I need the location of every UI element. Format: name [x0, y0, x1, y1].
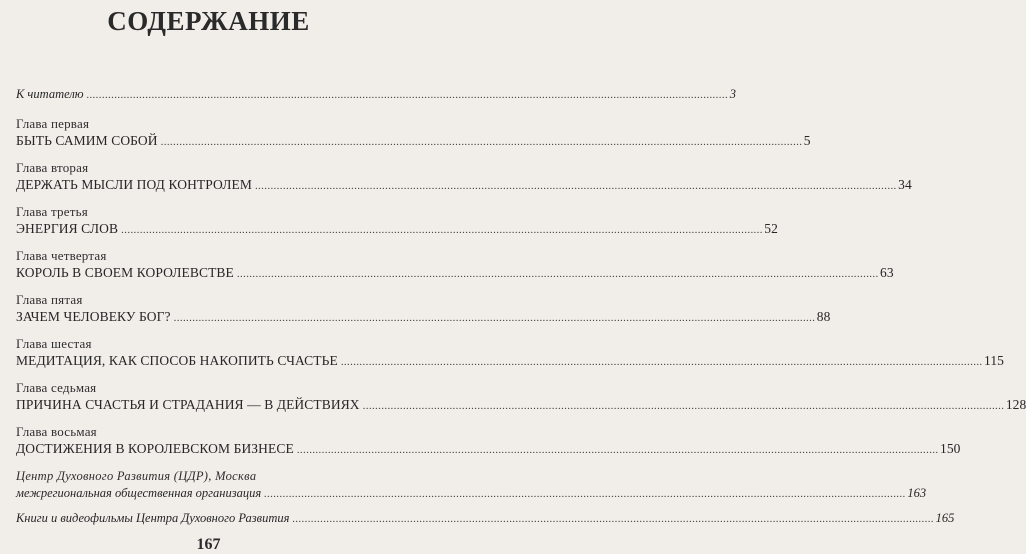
toc-entry-chapter-2 [16, 159, 912, 195]
toc-line [16, 220, 778, 239]
toc-page-number: 34 [898, 177, 912, 192]
chapter-number: Глава третья [16, 204, 88, 219]
toc-entry-title: межрегиональная общественная организация [16, 486, 262, 500]
leader-dots [363, 396, 1003, 415]
toc-line [16, 86, 737, 104]
toc-page-number: 88 [816, 309, 831, 324]
toc-page-number: 115 [983, 353, 1005, 368]
toc-entry-title: ДОСТИЖЕНИЯ В КОРОЛЕВСКОМ БИЗНЕСЕ [16, 441, 294, 456]
toc-page-number: 165 [935, 511, 955, 525]
toc-page-number: 52 [764, 221, 778, 236]
leader-dots [174, 308, 814, 327]
toc-line [16, 396, 1026, 415]
toc-page-number: 63 [880, 265, 894, 280]
toc-entry-organization [16, 468, 927, 503]
toc-entry-title: КОРОЛЬ В СВОЕМ КОРОЛЕВСТВЕ [16, 265, 234, 280]
page-title: СОДЕРЖАНИЕ [107, 6, 310, 36]
toc-entry-chapter-8 [16, 423, 961, 459]
page-number-footer: 167 [196, 536, 221, 553]
toc-entry-title: К читателю [16, 87, 84, 101]
chapter-number: Глава первая [16, 116, 90, 131]
toc-line [16, 264, 894, 283]
leader-dots [292, 510, 932, 528]
toc-entry-title: ДЕРЖАТЬ МЫСЛИ ПОД КОНТРОЛЕМ [16, 177, 252, 192]
toc-entry-books [16, 510, 955, 528]
leader-dots [341, 352, 981, 371]
toc-entry-chapter-5 [16, 291, 831, 327]
toc-entry-title: ЗАЧЕМ ЧЕЛОВЕКУ БОГ? [16, 309, 171, 324]
organization-name: Центр Духовного Развития (ЦДР), Москва [16, 469, 257, 483]
toc-page-number: 128 [1005, 397, 1026, 412]
toc-page-number: 3 [729, 87, 737, 101]
toc-line [16, 132, 811, 151]
toc-entry-chapter-6 [16, 335, 1005, 371]
leader-dots [255, 176, 895, 195]
leader-dots [161, 132, 801, 151]
toc-page-number: 5 [803, 133, 811, 148]
toc-page-number: 150 [939, 441, 961, 456]
toc-entry-preface [16, 86, 737, 104]
toc-entry-chapter-7 [16, 379, 1026, 415]
toc-entry-title: Книги и видеофильмы Центра Духовного Развития [16, 511, 290, 525]
chapter-number: Глава четвертая [16, 248, 107, 263]
toc-page-number: 163 [907, 486, 927, 500]
toc-line [16, 510, 955, 528]
chapter-number: Глава вторая [16, 160, 89, 175]
toc-entry-chapter-1 [16, 115, 811, 151]
chapter-number: Глава седьмая [16, 380, 97, 395]
chapter-number: Глава шестая [16, 336, 92, 351]
leader-dots [87, 86, 727, 104]
toc-line [16, 308, 831, 327]
leader-dots [121, 220, 761, 239]
toc-line [16, 352, 1005, 371]
toc-entry-title: ПРИЧИНА СЧАСТЬЯ И СТРАДАНИЯ — В ДЕЙСТВИЯХ [16, 397, 360, 412]
toc-line [16, 485, 927, 503]
leader-dots [237, 264, 877, 283]
leader-dots [297, 440, 937, 459]
toc-entry-chapter-4 [16, 247, 894, 283]
chapter-number: Глава восьмая [16, 424, 97, 439]
chapter-number: Глава пятая [16, 292, 83, 307]
table-of-contents [16, 86, 1026, 528]
toc-line [16, 440, 961, 459]
toc-entry-title: ЭНЕРГИЯ СЛОВ [16, 221, 119, 236]
toc-entry-chapter-3 [16, 203, 778, 239]
toc-entry-title: МЕДИТАЦИЯ, КАК СПОСОБ НАКОПИТЬ СЧАСТЬЕ [16, 353, 338, 368]
toc-entry-title: БЫТЬ САМИМ СОБОЙ [16, 133, 158, 148]
leader-dots [264, 485, 904, 503]
toc-line [16, 176, 912, 195]
